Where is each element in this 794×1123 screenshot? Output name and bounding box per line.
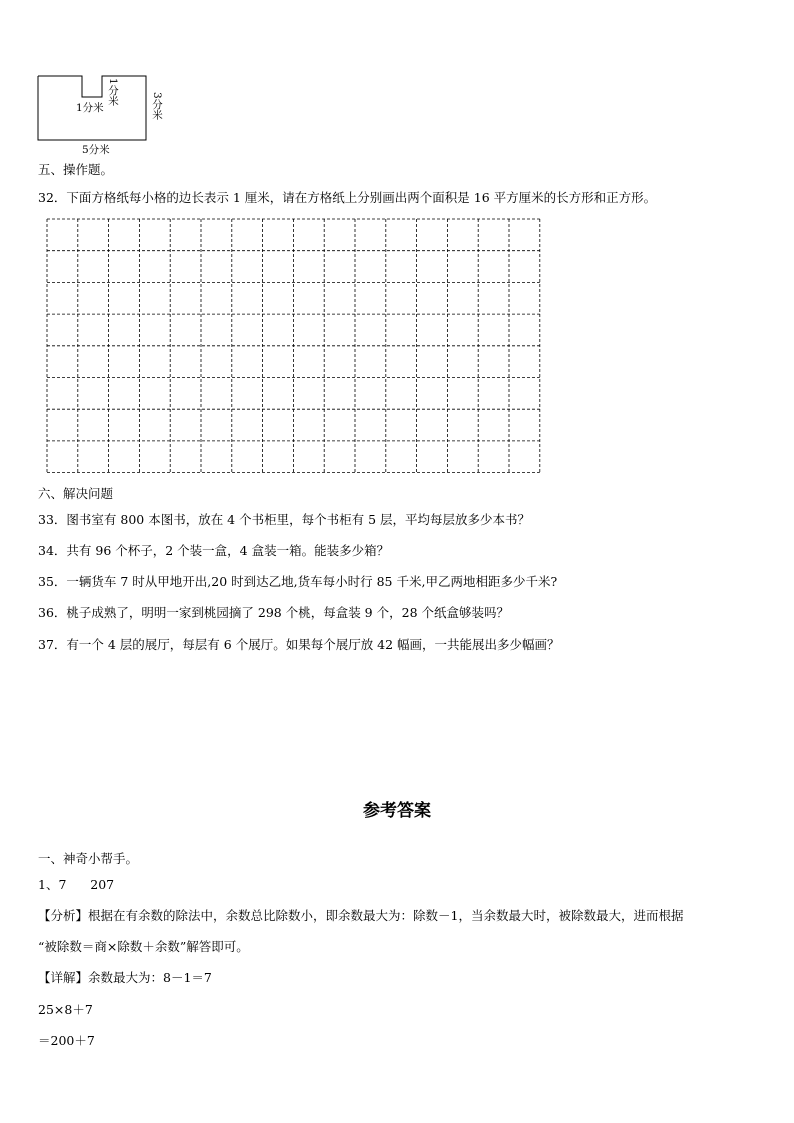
calc-line-2: ＝200＋7 (38, 1033, 95, 1048)
grid-paper[interactable] (46, 218, 542, 478)
question-35: 35．一辆货车 7 时从甲地开出,20 时到达乙地,货车每小时行 85 千米,甲乙两地相距多少千米? (38, 574, 558, 589)
figure-label-bottom: 5分米 (82, 144, 110, 156)
analysis-line-2: “被除数＝商×除数＋余数”解答即可。 (38, 939, 249, 954)
question-33: 33．图书室有 800 本图书，放在 4 个书柜里，每个书柜有 5 层，平均每层放多少本书？ (38, 512, 531, 527)
question-37: 37．有一个 4 层的展厅，每层有 6 个展厅。如果每个展厅放 42 幅画，一共能展出多少幅画？ (38, 637, 560, 652)
detail-line: 【详解】余数最大为：8－1＝7 (38, 970, 212, 985)
question-34: 34．共有 96 个杯子，2 个装一盒，4 盒装一箱。能装多少箱？ (38, 543, 390, 558)
answers-title: 参考答案 (363, 801, 431, 821)
analysis-line-1: 【分析】根据在有余数的除法中，余数总比除数小，即余数最大为：除数－1，当余数最大时，被除数最大，进而根据 (38, 908, 684, 923)
question-36: 36．桃子成熟了，明明一家到桃园摘了 298 个桃，每盒装 9 个，28 个纸盒够装吗？ (38, 605, 509, 620)
figure-label-right: 3分米 (151, 92, 163, 120)
calc-line-1: 25×8＋7 (38, 1002, 93, 1017)
answers-section-1: 一、神奇小帮手。 (38, 851, 139, 866)
figure-label-notch-depth: 1分米 (107, 78, 119, 106)
answer-item-1: 1、7 207 (38, 877, 115, 892)
figure-label-notch-width: 1分米 (76, 102, 104, 114)
section-5-title: 五、操作题。 (38, 162, 114, 177)
question-32: 32．下面方格纸每小格的边长表示 1 厘米，请在方格纸上分别画出两个面积是 16 平方厘米的长方形和正方形。 (38, 190, 657, 205)
section-6-title: 六、解决问题 (38, 486, 114, 501)
